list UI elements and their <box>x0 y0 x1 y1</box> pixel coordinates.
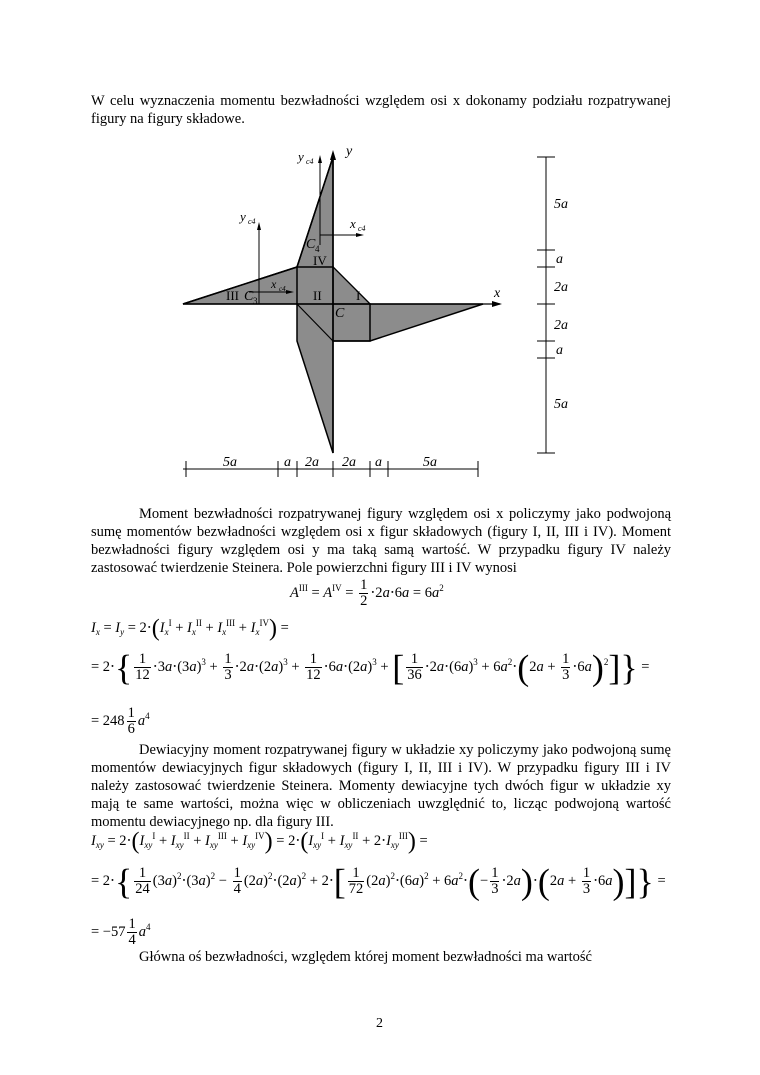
xc4-right-sub: c4 <box>358 224 366 233</box>
intro-paragraph: W celu wyznaczenia momentu bezwładności względem osi x dokonamy podziału rozpatrywanej figury na figury składowe. <box>91 93 671 127</box>
dim-right-1: 5a <box>554 197 568 212</box>
equation-ix-line1: $I_x = I_y = 2\cdot(I_x^I + I_x^{II} + I_x^{III} + I_x^{IV})$ = <box>91 615 289 642</box>
paragraph-deviation-moment: Dewiacyjny moment rozpatrywanej figury w układzie xy policzymy jako podwojoną sumę momentów dewiacyjnych figur składowych (figury I, II, III i IV). W przypadku figury III i IV należy zastosować twierdzenie Steinera. Momenty dewiacyjne tych dwóch figur w układzie xy mają te same wartości, można więc w obliczeniach uwzględnić to, licząc podwojoną wartość momentu dewiacyjnego np. dla figury III. <box>91 742 671 830</box>
dim-bottom-4: 2a <box>342 455 356 470</box>
axis-y-label: y <box>346 144 353 159</box>
dim-bottom-1: 5a <box>223 455 237 470</box>
xc4-left-sub: c4 <box>279 285 286 293</box>
dim-right-2: a <box>556 252 563 267</box>
dim-bottom-2: a <box>284 455 291 470</box>
equation-ix-result: = 248 $\frac{1}{6}$ $a^4$ <box>91 705 150 737</box>
region-IV-label: IV <box>313 253 327 268</box>
dim-right-6: 5a <box>554 397 568 412</box>
c4-label: C <box>306 237 316 252</box>
dim-right-5: a <box>556 343 563 358</box>
yc4-top-sub: c4 <box>306 157 314 166</box>
dim-bottom-5: a <box>375 455 382 470</box>
region-II-label: II <box>313 288 322 303</box>
equation-ixy-result: = −57 $\frac{1}{4}$ $a^4$ <box>91 916 151 948</box>
yc4-top-label: y <box>298 149 304 164</box>
paragraph-moment-x: Moment bezwładności rozpatrywanej figury względem osi x policzymy jako podwojoną sumę momentów bezwładności względem osi x figur składowych (figury I, II, III i IV). Moment bezwładności figury względem osi y ma taką samą wartość. W przypadku figury IV należy zastosować twierdzenie Steinera. Pole powierzchni figury III i IV wynosi <box>91 506 671 576</box>
axis-x-label: x <box>494 286 501 301</box>
yc4-left-label: y <box>240 209 246 224</box>
c3-label: C <box>244 289 254 304</box>
c3-sub: 3 <box>253 296 258 306</box>
equation-area: $A^{III} = A^{IV}$ = $\frac{1}{2}$ $\cdot 2a\cdot 6a = 6a^2$ <box>290 577 444 609</box>
dim-bottom-6: 5a <box>423 455 437 470</box>
dim-right-4: 2a <box>554 318 568 333</box>
paragraph-principal-axis: Główna oś bezwładności, względem której moment bezwładności ma wartość <box>139 949 592 965</box>
dim-right-3: 2a <box>554 280 568 295</box>
equation-ix-line2: = 2⋅{ $\frac{1}{12}$ $\cdot 3a\cdot(3a)^3$ + $\frac{1}{3}$ $\cdot 2a\cdot(2a)^3$ + $\frac{1}{12}$ $\cdot 6a\cdot(2a)^3$ + [ $\frac{1}{36}$ $\cdot 2a\cdot(6a)^3 + 6a^2\cdot(2a$ + $\frac{1}{3}$ ⋅6a)$^2$]} = <box>91 647 650 688</box>
yc4-left-sub: c4 <box>248 217 256 226</box>
page-number: 2 <box>376 1016 383 1031</box>
figure-I-triangle <box>333 267 370 304</box>
c4-sub: 4 <box>315 244 320 254</box>
equation-ixy-line1: $I_{xy} = 2\cdot(I_{xy}^I + I_{xy}^{II} + I_{xy}^{III} + I_{xy}^{IV}) = 2\cdot(I_{xy}^I + I_{xy}^{II} + 2\cdot I_{xy}^{III})$ = <box>91 828 428 855</box>
equation-ixy-line2: = 2⋅{ $\frac{1}{24}$ $(3a)^2\cdot(3a)^2$ − $\frac{1}{4}$ $(2a)^2\cdot(2a)^2 + 2\cdot$[ $\frac{1}{72}$ $(2a)^2\cdot(6a)^2 + 6a^2\cdot(-$ $\frac{1}{3}$ ⋅2a)⋅(2a + $\frac{1}{3}$ ⋅6a)]} = <box>91 861 666 902</box>
region-I-label: I <box>356 288 361 303</box>
xc4-right-label: x <box>350 216 356 231</box>
c-label: C <box>335 306 345 321</box>
xc4-left-label: x <box>271 277 277 291</box>
region-III-label: III <box>226 288 239 303</box>
dim-bottom-3: 2a <box>305 455 319 470</box>
cross-section-figure <box>170 140 590 485</box>
